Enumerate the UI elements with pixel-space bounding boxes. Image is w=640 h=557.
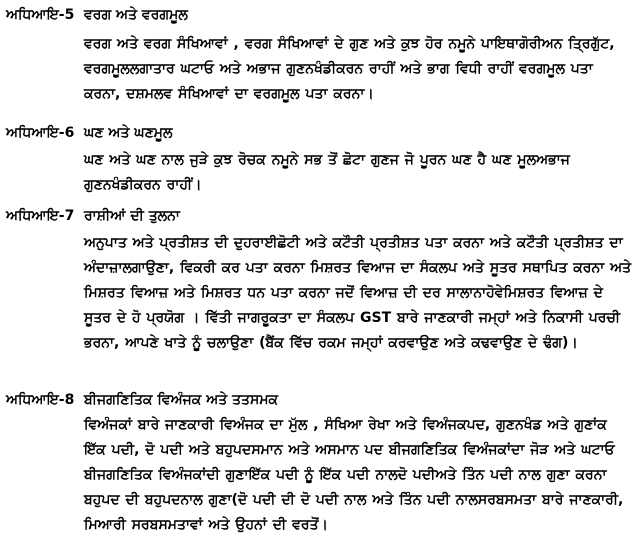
chapter-label: ਅਧਿਆਇ-8 <box>6 392 75 408</box>
chapter-label: ਅਧਿਆਇ-5 <box>6 7 75 23</box>
chapter-title: ਘਣ ਅਤੇ ਘਣਮੂਲ <box>84 125 173 141</box>
chapter-label: ਅਧਿਆਇ-7 <box>6 208 75 224</box>
chapter-label: ਅਧਿਆਇ-6 <box>6 125 75 141</box>
chapter-body: ਘਣ ਅਤੇ ਘਣ ਨਾਲ ਜੁੜੇ ਕੁਝ ਰੋਚਕ ਨਮੂਨੇ ਸਭ ਤੋਂ ਛੋਟਾ ਗੁਣਜ ਜੋ ਪੂਰਨ ਘਣ ਹੈ ਘਣ ਮੂਲਅਭਾਜ ਗੁਣਨਖੰਡੀਕਰਨ ਰਾਹੀਂ। <box>84 152 570 193</box>
chapter-title: ਬੀਜਗਣਿਤਿਕ ਵਿਅੰਜਕ ਅਤੇ ਤਤਸਮਕ <box>84 392 279 408</box>
chapter-body: ਵਿਅੰਜਕਾਂ ਬਾਰੇ ਜਾਣਕਾਰੀ ਵਿਅੰਜਕ ਦਾ ਮੁੱਲ , ਸੰਖਿਆ ਰੇਖਾ ਅਤੇ ਵਿਅੰਜਕਪਦ, ਗੁਣਨਖੰਡ ਅਤੇ ਗੁਣਾਂਕ ਇੱਕ ਪਦੀ, ਦੋ ਪਦੀ ਅਤੇ ਬਹੁਪਦਸਮਾਨ ਅਤੇ ਅਸਮਾਨ ਪਦ ਬੀਜਗਣਿਤਿਕ ਵਿਅੰਜਕਾਂਦਾ ਜੋੜ ਅਤੇ ਘਟਾਓ ਬੀਜਗਣਿਤਿਕ ਵਿਅੰਜਕਾਂਦੀ ਗੁਣਾਇੱਕ ਪਦੀ ਨੂੰ ਇੱਕ ਪਦੀ ਨਾਲਦੋ ਪਦੀਅਤੇ ਤਿੰਨ ਪਦੀ ਨਾਲ ਗੁਣਾ ਕਰਨਾ ਬਹੁਪਦ ਦੀ ਬਹੁਪਦਨਾਲ ਗੁਣਾ(ਦੋ ਪਦੀ ਦੀ ਦੋ ਪਦੀ ਨਾਲ ਅਤੇ ਤਿੰਨ ਪਦੀ ਨਾਲਸਰਬਸਮਤਾ ਬਾਰੇ ਜਾਣਕਾਰੀ, ਮਿਆਰੀ ਸਰਬਸਮਤਾਵਾਂ ਅਤੇ ਉਹਨਾਂ ਦੀ ਵਰਤੋਂ। <box>84 417 624 533</box>
chapter-title: ਵਰਗ ਅਤੇ ਵਰਗਮੂਲ <box>84 7 188 23</box>
chapter-body: ਵਰਗ ਅਤੇ ਵਰਗ ਸੰਖਿਆਵਾਂ , ਵਰਗ ਸੰਖਿਆਵਾਂ ਦੇ ਗੁਣ ਅਤੇ ਕੁਝ ਹੋਰ ਨਮੂਨੇ ਪਾਇਥਾਗੋਰੀਅਨ ਤ੍ਰਿਗੁੱਟ, ਵਰਗਮੂਲਲਗਾਤਾਰ ਘਟਾਓ ਅਤੇ ਅਭਾਜ ਗੁਣਨਖੰਡੀਕਰਨ ਰਾਹੀਂ ਅਤੇ ਭਾਗ ਵਿਧੀ ਰਾਹੀਂ ਵਰਗਮੂਲ ਪਤਾ ਕਰਨਾ, ਦਸ਼ਮਲਵ ਸੰਖਿਆਵਾਂ ਦਾ ਵਰਗਮੂਲ ਪਤਾ ਕਰਨਾ। <box>84 36 615 102</box>
chapter-body: ਅਨੁਪਾਤ ਅਤੇ ਪ੍ਰਤੀਸ਼ਤ ਦੀ ਦੁਹਰਾਈਛੋਟੀ ਅਤੇ ਕਟੌਤੀ ਪ੍ਰਤੀਸ਼ਤ ਪਤਾ ਕਰਨਾ ਅਤੇ ਕਟੌਤੀ ਪ੍ਰਤੀਸ਼ਤ ਦਾ ਅੰਦਾਜ਼ਾਲਗਾਉਣਾ, ਵਿਕਰੀ ਕਰ ਪਤਾ ਕਰਨਾ ਮਿਸ਼ਰਤ ਵਿਆਜ ਦਾ ਸੰਕਲਪ ਅਤੇ ਸੂਤਰ ਸਥਾਪਿਤ ਕਰਨਾ ਅਤੇ ਮਿਸ਼ਰਤ ਵਿਆਜ਼ ਅਤੇ ਮਿਸ਼ਰਤ ਧਨ ਪਤਾ ਕਰਨਾ ਜਦੋਂ ਵਿਆਜ਼ ਦੀ ਦਰ ਸਾਲਾਨਾਹੋਵੇਮਿਸ਼ਰਤ ਵਿਆਜ਼ ਦੇ ਸੂਤਰ ਦੇ ਹੋ ਪ੍ਰਯੋਗ । ਵਿੱਤੀ ਜਾਗਰੂਕਤਾ ਦਾ ਸੰਕਲਪ GST ਬਾਰੇ ਜਾਣਕਾਰੀ ਜਮ੍ਹਾਂ ਅਤੇ ਨਿਕਾਸੀ ਪਰਚੀ ਭਰਨਾ, ਆਪਣੇ ਖਾਤੇ ਨੂੰ ਚਲਾਉਣਾ (ਬੈਂਕ ਵਿੱਚ ਰਕਮ ਜਮ੍ਹਾਂ ਕਰਵਾਉਣ ਅਤੇ ਕਢਵਾਉਣ ਦੇ ਢੰਗ)। <box>84 235 632 351</box>
chapter-title: ਰਾਸ਼ੀਆਂ ਦੀ ਤੁਲਨਾ <box>84 208 180 224</box>
